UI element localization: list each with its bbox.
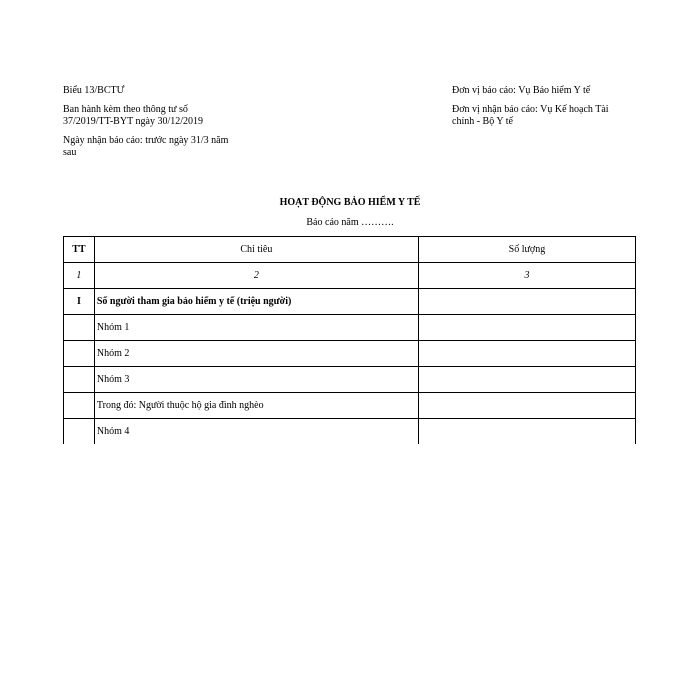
row-tt xyxy=(64,315,95,341)
receive-date-line2: sau xyxy=(63,147,77,158)
row-value xyxy=(418,419,635,445)
issued-with-line1: Ban hành kèm theo thông tư số xyxy=(63,104,188,115)
row-value xyxy=(418,393,635,419)
row-label: Trong đó: Người thuộc hộ gia đình nghèo xyxy=(94,393,418,419)
receive-date xyxy=(63,135,253,159)
header-quantity: Số lượng xyxy=(418,237,635,263)
header-indicator: Chỉ tiêu xyxy=(94,237,418,263)
row-tt xyxy=(64,393,95,419)
table-row xyxy=(64,393,636,419)
index-col-1: 1 xyxy=(64,263,95,289)
table-row xyxy=(64,289,636,315)
reporting-unit: Đơn vị báo cáo: Vụ Bảo hiểm Y tế xyxy=(452,85,591,96)
row-label: Nhóm 3 xyxy=(94,367,418,393)
report-title: HOẠT ĐỘNG BẢO HIỂM Y TẾ xyxy=(279,197,421,208)
row-value xyxy=(418,289,635,315)
index-col-2: 2 xyxy=(94,263,418,289)
receiving-unit-line2: chính - Bộ Y tế xyxy=(452,116,513,127)
index-col-3: 3 xyxy=(418,263,635,289)
form-code: Biểu 13/BCTƯ xyxy=(63,85,125,96)
header-tt: TT xyxy=(64,237,95,263)
row-tt xyxy=(64,341,95,367)
row-label: Nhóm 2 xyxy=(94,341,418,367)
table-row xyxy=(64,315,636,341)
row-label: Nhóm 4 xyxy=(94,419,418,445)
table-row xyxy=(64,367,636,393)
row-label: Nhóm 1 xyxy=(94,315,418,341)
table-row xyxy=(64,341,636,367)
row-tt xyxy=(64,419,95,445)
table-row xyxy=(64,419,636,445)
header-left xyxy=(63,85,253,166)
row-value xyxy=(418,367,635,393)
table-header-row xyxy=(64,237,636,263)
row-label: Số người tham gia bảo hiểm y tế (triệu người) xyxy=(94,289,418,315)
table-index-row xyxy=(64,263,636,289)
issued-with xyxy=(63,104,253,128)
report-table xyxy=(63,236,636,444)
report-subtitle: Báo cáo năm ………. xyxy=(306,217,394,228)
receiving-unit xyxy=(452,104,632,128)
row-value xyxy=(418,315,635,341)
row-tt xyxy=(64,367,95,393)
row-tt: I xyxy=(64,289,95,315)
issued-with-line2: 37/2019/TT-BYT ngày 30/12/2019 xyxy=(63,116,203,127)
receive-date-line1: Ngày nhận báo cáo: trước ngày 31/3 năm xyxy=(63,135,229,146)
receiving-unit-line1: Đơn vị nhận báo cáo: Vụ Kế hoạch Tài xyxy=(452,104,609,115)
row-value xyxy=(418,341,635,367)
header-right xyxy=(452,85,632,135)
